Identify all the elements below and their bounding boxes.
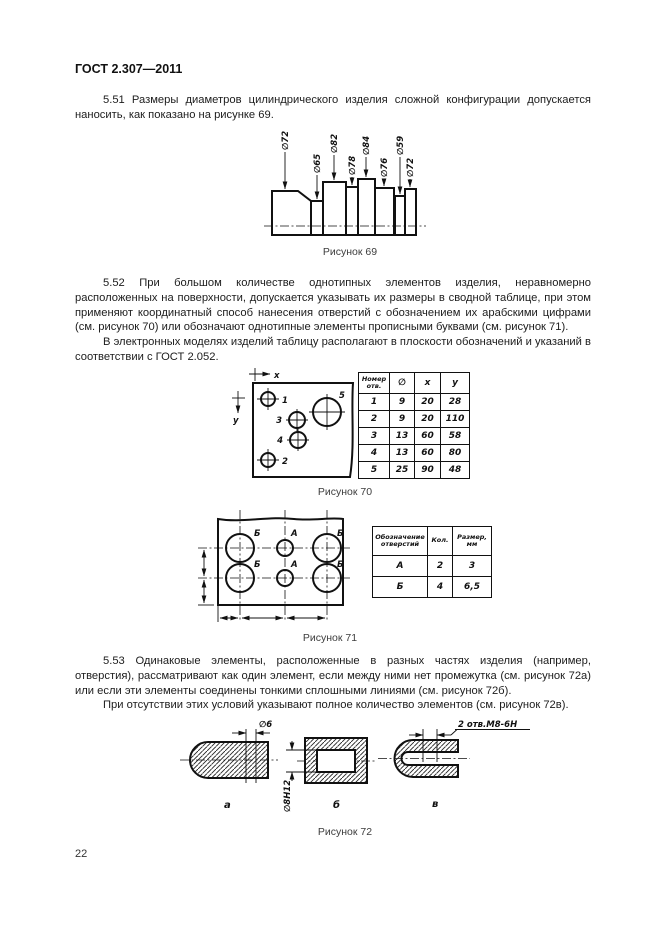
figure-71-caption: Рисунок 71 <box>302 632 358 644</box>
diameter-label: ∅76 <box>380 157 390 177</box>
fig72-part-a <box>180 720 278 811</box>
hole-number: 1 <box>282 396 288 406</box>
column-header: x <box>415 373 441 394</box>
shaft-segment <box>358 179 375 235</box>
table-cell: Б <box>373 577 428 598</box>
figure-69-caption: Рисунок 69 <box>322 246 378 258</box>
table-cell: 4 <box>428 577 453 598</box>
hole-letter: А <box>291 560 298 570</box>
table-row <box>359 462 470 479</box>
subfigure-label: б <box>333 800 340 811</box>
diameter-label: ∅78 <box>348 155 358 175</box>
table-header-row <box>373 527 492 556</box>
paragraph-text: 5.51 Размеры диаметров цилиндрического изделия сложной конфигурации допускается наносить, как показано на рисунке 69. <box>75 94 591 121</box>
column-header: Кол. <box>428 527 453 556</box>
table-cell: 2 <box>359 411 390 428</box>
table-cell: 58 <box>441 428 470 445</box>
hole-5 <box>309 391 345 430</box>
column-header: ∅ <box>390 373 415 394</box>
table-cell: 90 <box>415 462 441 479</box>
hole-4 <box>276 429 309 451</box>
diameter-label: ∅72 <box>406 157 416 177</box>
shaft-segment <box>311 201 323 235</box>
shaft-segment <box>346 187 358 235</box>
table-cell: 25 <box>390 462 415 479</box>
table-cell: 5 <box>359 462 390 479</box>
x-axis-label: x <box>274 371 280 381</box>
fig70-table <box>358 372 470 479</box>
dimension-label: ∅8Н12 <box>283 779 293 812</box>
paragraph-5-53 <box>75 654 591 713</box>
hole-number: 3 <box>276 416 282 426</box>
paragraph-text: 5.52 При большом количестве однотипных элементов изделия, неравномерно расположенных на поверхности, допускается указывать их размеры в сводной таблице, при этом применяют координатный способ нанесения отверстий с обозначением их арабскими цифрами (см. рисунок 70) или обозначают однотипные элементы прописными буквами (см. рисунок 71). <box>75 277 591 334</box>
document-header: ГОСТ 2.307—2011 <box>75 62 183 76</box>
table-cell: 1 <box>359 394 390 411</box>
hole-number: 5 <box>339 391 345 401</box>
table-cell: 6,5 <box>453 577 492 598</box>
table-cell: 110 <box>441 411 470 428</box>
shaft-segment <box>323 182 346 235</box>
column-header: y <box>441 373 470 394</box>
table-cell: 2 <box>428 556 453 577</box>
hole-3 <box>276 409 308 431</box>
shaft-segment <box>405 189 416 235</box>
table-cell: 3 <box>453 556 492 577</box>
figure-70-caption: Рисунок 70 <box>317 486 373 498</box>
table-row <box>373 556 492 577</box>
table-row <box>359 428 470 445</box>
figure-72-drawing <box>180 715 540 815</box>
hole-letter: А <box>291 529 298 539</box>
hole-letter: Б <box>337 560 344 570</box>
figure-70-drawing <box>230 365 358 485</box>
table-cell: 60 <box>415 445 441 462</box>
shaft-segment <box>395 196 405 235</box>
paragraph-text: При отсутствии этих условий указывают полное количество элементов (см. рисунок 72в). <box>103 699 569 712</box>
table-cell: 48 <box>441 462 470 479</box>
column-header: Размер, мм <box>453 527 492 556</box>
table-cell: 28 <box>441 394 470 411</box>
hole-letter: Б <box>254 560 261 570</box>
figure-69-drawing <box>250 120 450 265</box>
page-number: 22 <box>75 848 88 860</box>
hole-number: 4 <box>277 436 283 446</box>
column-header: Обозначение отверстий <box>373 527 428 556</box>
paragraph-text: В электронных моделях изделий таблицу располагают в плоскости обозначений и указаний в соответствии с ГОСТ 2.052. <box>75 336 591 363</box>
hole-1 <box>257 388 288 410</box>
table-cell: 20 <box>415 394 441 411</box>
subfigure-label: а <box>224 800 231 811</box>
table-row <box>359 445 470 462</box>
table-cell: 9 <box>390 394 415 411</box>
paragraph-5-51 <box>75 93 591 123</box>
paragraph-text: 5.53 Одинаковые элементы, расположенные в разных частях изделия (например, отверстия), рассматривают как один элемент, если между ними нет промежутка (см. рисунок 72а) или если эти элементы соединены тонкими сплошными линиями (см. рисунок 72б). <box>75 655 591 697</box>
diameter-label: ∅59 <box>396 135 406 155</box>
diameter-label: ∅72 <box>281 130 291 150</box>
diameter-label: ∅84 <box>362 135 372 155</box>
fig72-part-b <box>283 738 375 812</box>
table-header-row <box>359 373 470 394</box>
dimension-label: 2 отв.М8-6Н <box>458 720 518 730</box>
table-cell: 3 <box>359 428 390 445</box>
figure-71-drawing <box>190 510 365 650</box>
table-cell: 20 <box>415 411 441 428</box>
figure-72-caption: Рисунок 72 <box>317 826 373 838</box>
subfigure-label: в <box>432 799 439 810</box>
table-cell: А <box>373 556 428 577</box>
table-cell: 80 <box>441 445 470 462</box>
fig72-part-v <box>378 720 530 810</box>
table-row <box>359 411 470 428</box>
diameter-label: ∅65 <box>313 153 323 173</box>
table-cell: 13 <box>390 445 415 462</box>
y-axis-label: y <box>233 416 239 426</box>
dimension-label: ∅6 <box>259 720 273 730</box>
table-cell: 4 <box>359 445 390 462</box>
paragraph-5-52 <box>75 276 591 365</box>
fig71-table <box>372 526 492 598</box>
shaft-segment <box>272 191 311 235</box>
diameter-label: ∅82 <box>330 133 340 153</box>
table-cell: 13 <box>390 428 415 445</box>
hole-2 <box>257 449 288 471</box>
shaft-segment <box>375 188 394 235</box>
hole-letter: Б <box>254 529 261 539</box>
column-header: Номер отв. <box>359 373 390 394</box>
table-cell: 9 <box>390 411 415 428</box>
table-row <box>373 577 492 598</box>
table-row <box>359 394 470 411</box>
hole-number: 2 <box>282 457 288 467</box>
table-cell: 60 <box>415 428 441 445</box>
hole-letter: Б <box>337 529 344 539</box>
